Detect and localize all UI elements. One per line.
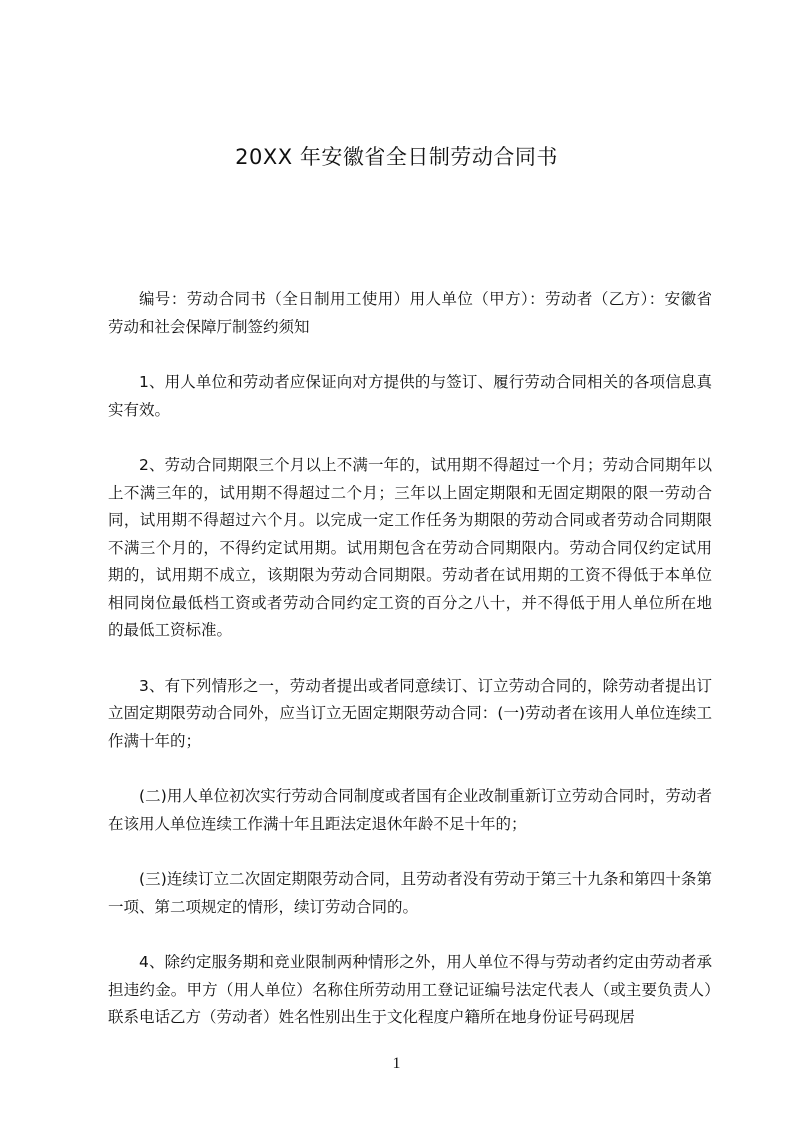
paragraph-clause-3: 3、有下列情形之一，劳动者提出或者同意续订、订立劳动合同的，除劳动者提出订立固定期限劳动合同外，应当订立无固定期限劳动合同：(一)劳动者在该用人单位连续工作满十年的； xyxy=(108,676,712,750)
paragraph-clause-3-item-3: (三)连续订立二次固定期限劳动合同，且劳动者没有劳动于第三十九条和第四十条第一项、第二项规定的情形，续订劳动合同的。 xyxy=(108,870,712,916)
paragraph-clause-3-item-2: (二)用人单位初次实行劳动合同制度或者国有企业改制重新订立劳动合同时，劳动者在该用人单位连续工作满十年且距法定退休年龄不足十年的； xyxy=(108,787,712,833)
paragraph-header-info: 编号：劳动合同书（全日制用工使用）用人单位（甲方）：劳动者（乙方）：安徽省劳动和社会保障厅制签约须知 xyxy=(108,290,712,336)
paragraph-clause-2: 2、劳动合同期限三个月以上不满一年的，试用期不得超过一个月；劳动合同期年以上不满三年的，试用期不得超过二个月；三年以上固定期限和无固定期限的限一劳动合同，试用期不得超过六个月。以完成一定工作任务为期限的劳动合同或者劳动合同期限不满三个月的，不得约定试用期。试用期包含在劳动合同期限内。劳动合同仅约定试用期的，试用期不成立，该期限为劳动合同期限。劳动者在试用期的工资不得低于本单位相同岗位最低档工资或者劳动合同约定工资的百分之八十，并不得低于用人单位所在地的最低工资标准。 xyxy=(108,456,712,639)
page-number: 1 xyxy=(392,1055,401,1072)
paragraph-clause-1: 1、用人单位和劳动者应保证向对方提供的与签订、履行劳动合同相关的各项信息真实有效。 xyxy=(108,373,712,419)
paragraph-clause-4: 4、除约定服务期和竞业限制两种情形之外，用人单位不得与劳动者约定由劳动者承担违约金。甲方（用人单位）名称住所劳动用工登记证编号法定代表人（或主要负责人）联系电话乙方（劳动者）姓名性别出生于文化程度户籍所在地身份证号码现居 xyxy=(108,953,712,1026)
document-body xyxy=(108,286,712,1060)
document-title: 20XX 年安徽省全日制劳动合同书 xyxy=(235,145,558,169)
